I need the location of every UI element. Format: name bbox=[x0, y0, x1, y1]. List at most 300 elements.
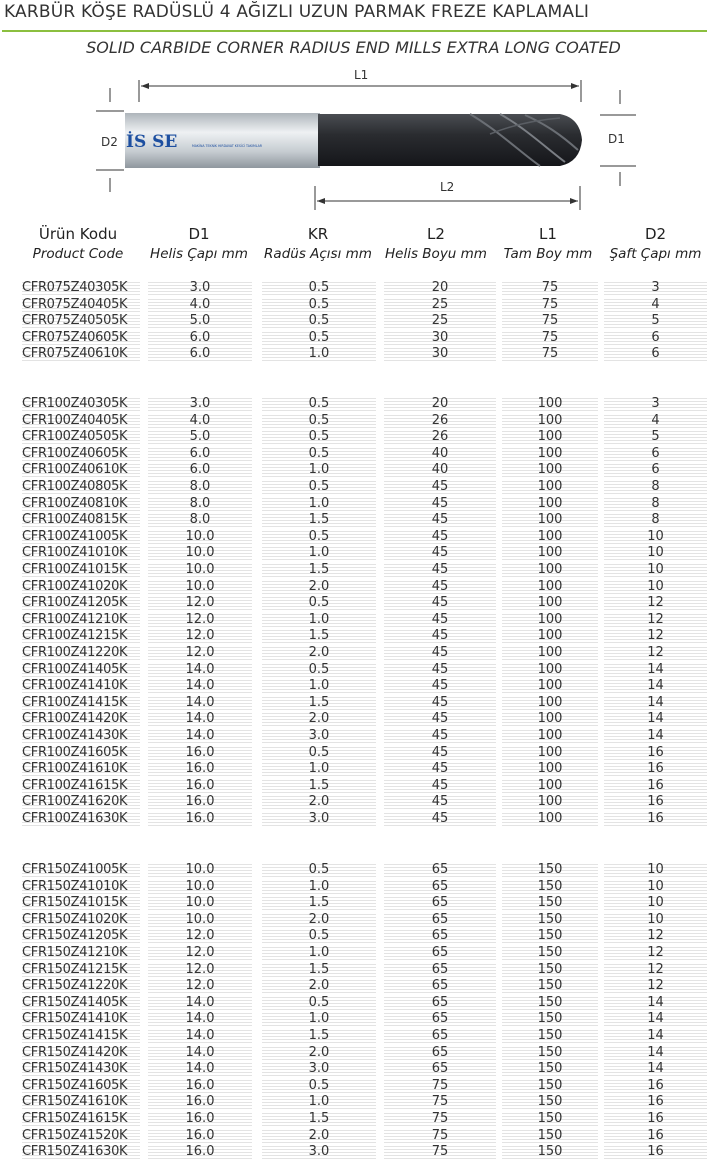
cell-kr: 2.0 bbox=[262, 711, 376, 728]
cell-kr: 1.0 bbox=[262, 879, 376, 896]
cell-l2: 65 bbox=[384, 945, 496, 962]
cell-kr: 1.5 bbox=[262, 962, 376, 979]
cell-code: CFR100Z41420K bbox=[22, 711, 140, 728]
cell-l1: 150 bbox=[502, 1094, 598, 1111]
table-row bbox=[0, 297, 707, 314]
cell-code: CFR150Z41210K bbox=[22, 945, 140, 962]
cell-code: CFR100Z41210K bbox=[22, 612, 140, 629]
cell-d2: 6 bbox=[604, 446, 707, 463]
cell-l2: 65 bbox=[384, 862, 496, 879]
cell-d2: 14 bbox=[604, 1011, 707, 1028]
cell-kr: 0.5 bbox=[262, 1078, 376, 1095]
table-row bbox=[0, 1144, 707, 1161]
table-row bbox=[0, 462, 707, 479]
cell-d1: 14.0 bbox=[148, 1045, 252, 1062]
cell-d1: 12.0 bbox=[148, 628, 252, 645]
cell-l1: 100 bbox=[502, 645, 598, 662]
cell-d2: 10 bbox=[604, 579, 707, 596]
cell-l1: 100 bbox=[502, 545, 598, 562]
cell-l1: 100 bbox=[502, 612, 598, 629]
cell-code: CFR100Z40805K bbox=[22, 479, 140, 496]
table-row bbox=[0, 695, 707, 712]
cell-l1: 100 bbox=[502, 462, 598, 479]
cell-kr: 1.5 bbox=[262, 695, 376, 712]
table-row bbox=[0, 529, 707, 546]
cell-kr: 1.5 bbox=[262, 778, 376, 795]
cell-l2: 45 bbox=[384, 479, 496, 496]
cell-d1: 5.0 bbox=[148, 313, 252, 330]
cell-l1: 100 bbox=[502, 628, 598, 645]
column-header-sublabel: Şaft Çapı mm bbox=[609, 246, 702, 262]
cell-d2: 12 bbox=[604, 628, 707, 645]
table-row bbox=[0, 879, 707, 896]
cell-code: CFR075Z40505K bbox=[22, 313, 140, 330]
cell-l1: 100 bbox=[502, 695, 598, 712]
cell-code: CFR100Z41620K bbox=[22, 794, 140, 811]
column-header-sublabel: Product Code bbox=[32, 246, 124, 262]
cell-d1: 14.0 bbox=[148, 1028, 252, 1045]
cell-d2: 10 bbox=[604, 895, 707, 912]
table-row bbox=[0, 545, 707, 562]
dimension-label-d2: D2 bbox=[101, 135, 118, 149]
cell-kr: 1.5 bbox=[262, 1028, 376, 1045]
cell-l2: 65 bbox=[384, 1045, 496, 1062]
cell-kr: 1.0 bbox=[262, 761, 376, 778]
cell-l1: 100 bbox=[502, 794, 598, 811]
cell-d1: 16.0 bbox=[148, 745, 252, 762]
cell-d1: 10.0 bbox=[148, 862, 252, 879]
table-row bbox=[0, 612, 707, 629]
cell-l2: 20 bbox=[384, 396, 496, 413]
cell-l2: 65 bbox=[384, 928, 496, 945]
cell-l1: 75 bbox=[502, 297, 598, 314]
cell-d2: 14 bbox=[604, 678, 707, 695]
cell-kr: 0.5 bbox=[262, 396, 376, 413]
cell-d2: 16 bbox=[604, 761, 707, 778]
cell-d2: 5 bbox=[604, 429, 707, 446]
table-row bbox=[0, 479, 707, 496]
cell-d1: 8.0 bbox=[148, 496, 252, 513]
table-row bbox=[0, 1061, 707, 1078]
cell-kr: 2.0 bbox=[262, 1128, 376, 1145]
cell-l2: 45 bbox=[384, 512, 496, 529]
column-header-sublabel: Radüs Açısı mm bbox=[264, 246, 372, 262]
flute-body bbox=[318, 114, 582, 166]
cell-kr: 0.5 bbox=[262, 280, 376, 297]
cell-l2: 65 bbox=[384, 978, 496, 995]
cell-l2: 45 bbox=[384, 761, 496, 778]
cell-kr: 2.0 bbox=[262, 794, 376, 811]
cell-d1: 14.0 bbox=[148, 662, 252, 679]
cell-l1: 100 bbox=[502, 479, 598, 496]
table-row bbox=[0, 628, 707, 645]
cell-l2: 65 bbox=[384, 995, 496, 1012]
cell-l1: 100 bbox=[502, 678, 598, 695]
cell-d1: 14.0 bbox=[148, 678, 252, 695]
column-header-d1 bbox=[143, 224, 255, 264]
cell-d1: 14.0 bbox=[148, 695, 252, 712]
table-row bbox=[0, 595, 707, 612]
cell-l1: 150 bbox=[502, 1061, 598, 1078]
cell-code: CFR150Z41410K bbox=[22, 1011, 140, 1028]
column-header-l2 bbox=[380, 224, 492, 264]
cell-l2: 75 bbox=[384, 1128, 496, 1145]
table-row bbox=[0, 562, 707, 579]
table-row bbox=[0, 811, 707, 828]
cell-d1: 10.0 bbox=[148, 579, 252, 596]
cell-l2: 45 bbox=[384, 529, 496, 546]
cell-l1: 150 bbox=[502, 912, 598, 929]
cell-d1: 16.0 bbox=[148, 1128, 252, 1145]
cell-d2: 14 bbox=[604, 1061, 707, 1078]
column-header-sublabel: Helis Boyu mm bbox=[385, 246, 487, 262]
cell-d2: 10 bbox=[604, 862, 707, 879]
table-row bbox=[0, 396, 707, 413]
cell-d2: 6 bbox=[604, 462, 707, 479]
cell-d2: 8 bbox=[604, 496, 707, 513]
cell-kr: 2.0 bbox=[262, 1045, 376, 1062]
cell-l1: 150 bbox=[502, 1045, 598, 1062]
cell-kr: 3.0 bbox=[262, 1144, 376, 1161]
cell-d2: 10 bbox=[604, 879, 707, 896]
cell-code: CFR100Z41205K bbox=[22, 595, 140, 612]
cell-l2: 45 bbox=[384, 695, 496, 712]
cell-code: CFR150Z41205K bbox=[22, 928, 140, 945]
cell-d1: 10.0 bbox=[148, 562, 252, 579]
cell-d2: 14 bbox=[604, 695, 707, 712]
cell-d1: 10.0 bbox=[148, 529, 252, 546]
cell-d2: 14 bbox=[604, 728, 707, 745]
cell-d2: 3 bbox=[604, 280, 707, 297]
cell-code: CFR075Z40405K bbox=[22, 297, 140, 314]
cell-l2: 40 bbox=[384, 462, 496, 479]
cell-kr: 1.0 bbox=[262, 462, 376, 479]
cell-l1: 100 bbox=[502, 595, 598, 612]
cell-l1: 150 bbox=[502, 862, 598, 879]
cell-kr: 2.0 bbox=[262, 912, 376, 929]
cell-kr: 1.0 bbox=[262, 346, 376, 363]
column-header-sublabel: Tam Boy mm bbox=[503, 246, 593, 262]
cell-d2: 14 bbox=[604, 995, 707, 1012]
cell-d2: 5 bbox=[604, 313, 707, 330]
table-row bbox=[0, 778, 707, 795]
cell-kr: 0.5 bbox=[262, 429, 376, 446]
cell-kr: 1.0 bbox=[262, 1094, 376, 1111]
cell-l2: 65 bbox=[384, 912, 496, 929]
cell-kr: 0.5 bbox=[262, 297, 376, 314]
cell-kr: 0.5 bbox=[262, 928, 376, 945]
table-row bbox=[0, 794, 707, 811]
table-row bbox=[0, 962, 707, 979]
table-row bbox=[0, 761, 707, 778]
cell-l1: 150 bbox=[502, 895, 598, 912]
cell-l2: 45 bbox=[384, 579, 496, 596]
cell-d1: 6.0 bbox=[148, 462, 252, 479]
cell-kr: 1.0 bbox=[262, 545, 376, 562]
cell-l1: 150 bbox=[502, 978, 598, 995]
cell-d2: 8 bbox=[604, 479, 707, 496]
cell-d1: 6.0 bbox=[148, 446, 252, 463]
cell-kr: 2.0 bbox=[262, 645, 376, 662]
cell-l1: 75 bbox=[502, 346, 598, 363]
cell-kr: 1.5 bbox=[262, 562, 376, 579]
table-row bbox=[0, 662, 707, 679]
cell-d2: 6 bbox=[604, 346, 707, 363]
cell-code: CFR150Z41405K bbox=[22, 995, 140, 1012]
cell-kr: 0.5 bbox=[262, 862, 376, 879]
title-underline bbox=[2, 30, 707, 32]
cell-kr: 0.5 bbox=[262, 330, 376, 347]
cell-code: CFR100Z41605K bbox=[22, 745, 140, 762]
cell-l1: 100 bbox=[502, 745, 598, 762]
cell-l2: 65 bbox=[384, 879, 496, 896]
cell-l1: 150 bbox=[502, 1028, 598, 1045]
cell-d1: 5.0 bbox=[148, 429, 252, 446]
cell-l2: 30 bbox=[384, 330, 496, 347]
cell-d2: 16 bbox=[604, 1078, 707, 1095]
cell-code: CFR100Z40505K bbox=[22, 429, 140, 446]
cell-l1: 150 bbox=[502, 1011, 598, 1028]
cell-l2: 45 bbox=[384, 745, 496, 762]
cell-code: CFR100Z40305K bbox=[22, 396, 140, 413]
cell-l2: 45 bbox=[384, 545, 496, 562]
column-header-label: Ürün Kodu bbox=[38, 225, 118, 243]
cell-l1: 150 bbox=[502, 962, 598, 979]
cell-l2: 45 bbox=[384, 728, 496, 745]
table-row bbox=[0, 429, 707, 446]
cell-code: CFR100Z41430K bbox=[22, 728, 140, 745]
title-english: SOLID CARBIDE CORNER RADIUS END MILLS EXTRA LONG COATED bbox=[86, 38, 621, 57]
column-header-label: KR bbox=[307, 225, 329, 243]
cell-l2: 45 bbox=[384, 711, 496, 728]
table-row bbox=[0, 446, 707, 463]
cell-code: CFR100Z41220K bbox=[22, 645, 140, 662]
cell-l2: 45 bbox=[384, 662, 496, 679]
cell-l1: 100 bbox=[502, 728, 598, 745]
end-mill-diagram bbox=[0, 62, 707, 222]
cell-d2: 16 bbox=[604, 1094, 707, 1111]
cell-code: CFR100Z41010K bbox=[22, 545, 140, 562]
cell-code: CFR100Z41005K bbox=[22, 529, 140, 546]
cell-l2: 45 bbox=[384, 612, 496, 629]
cell-d2: 16 bbox=[604, 1144, 707, 1161]
cell-l1: 100 bbox=[502, 396, 598, 413]
cell-code: CFR100Z41630K bbox=[22, 811, 140, 828]
cell-l2: 65 bbox=[384, 962, 496, 979]
cell-l1: 150 bbox=[502, 1078, 598, 1095]
cell-code: CFR100Z40810K bbox=[22, 496, 140, 513]
cell-kr: 1.5 bbox=[262, 512, 376, 529]
cell-code: CFR100Z41215K bbox=[22, 628, 140, 645]
cell-d2: 16 bbox=[604, 1128, 707, 1145]
table-row bbox=[0, 1128, 707, 1145]
cell-l1: 150 bbox=[502, 879, 598, 896]
cell-d2: 10 bbox=[604, 545, 707, 562]
cell-d2: 10 bbox=[604, 529, 707, 546]
cell-l1: 100 bbox=[502, 496, 598, 513]
cell-kr: 3.0 bbox=[262, 811, 376, 828]
cell-l2: 65 bbox=[384, 1061, 496, 1078]
cell-d2: 6 bbox=[604, 330, 707, 347]
cell-code: CFR150Z41420K bbox=[22, 1045, 140, 1062]
cell-code: CFR150Z41010K bbox=[22, 879, 140, 896]
cell-code: CFR150Z41015K bbox=[22, 895, 140, 912]
cell-d1: 12.0 bbox=[148, 612, 252, 629]
cell-d2: 12 bbox=[604, 978, 707, 995]
cell-d1: 10.0 bbox=[148, 545, 252, 562]
cell-d1: 4.0 bbox=[148, 413, 252, 430]
cell-code: CFR150Z41605K bbox=[22, 1078, 140, 1095]
cell-l2: 45 bbox=[384, 678, 496, 695]
cell-code: CFR100Z40815K bbox=[22, 512, 140, 529]
cell-l1: 150 bbox=[502, 1128, 598, 1145]
cell-d1: 16.0 bbox=[148, 1094, 252, 1111]
cell-d1: 16.0 bbox=[148, 778, 252, 795]
cell-d1: 16.0 bbox=[148, 1144, 252, 1161]
cell-code: CFR100Z41015K bbox=[22, 562, 140, 579]
cell-code: CFR075Z40610K bbox=[22, 346, 140, 363]
cell-kr: 1.5 bbox=[262, 628, 376, 645]
cell-kr: 1.5 bbox=[262, 895, 376, 912]
cell-d2: 14 bbox=[604, 711, 707, 728]
table-row bbox=[0, 728, 707, 745]
cell-kr: 0.5 bbox=[262, 995, 376, 1012]
column-header-code bbox=[18, 224, 138, 264]
cell-l2: 20 bbox=[384, 280, 496, 297]
column-header-label: D2 bbox=[644, 225, 667, 243]
cell-l1: 100 bbox=[502, 512, 598, 529]
cell-l2: 45 bbox=[384, 496, 496, 513]
cell-d2: 16 bbox=[604, 778, 707, 795]
cell-l2: 65 bbox=[384, 895, 496, 912]
table-row bbox=[0, 711, 707, 728]
cell-kr: 3.0 bbox=[262, 1061, 376, 1078]
cell-kr: 0.5 bbox=[262, 745, 376, 762]
cell-l1: 100 bbox=[502, 413, 598, 430]
cell-d1: 16.0 bbox=[148, 811, 252, 828]
cell-kr: 0.5 bbox=[262, 662, 376, 679]
cell-l2: 45 bbox=[384, 628, 496, 645]
cell-d2: 14 bbox=[604, 1028, 707, 1045]
cell-l1: 100 bbox=[502, 562, 598, 579]
cell-code: CFR100Z41410K bbox=[22, 678, 140, 695]
cell-code: CFR100Z41415K bbox=[22, 695, 140, 712]
cell-d1: 12.0 bbox=[148, 945, 252, 962]
column-header-label: L1 bbox=[539, 225, 557, 243]
cell-d1: 8.0 bbox=[148, 479, 252, 496]
table-row bbox=[0, 1045, 707, 1062]
cell-d1: 3.0 bbox=[148, 396, 252, 413]
cell-d2: 14 bbox=[604, 662, 707, 679]
column-header-label: L2 bbox=[427, 225, 445, 243]
cell-kr: 0.5 bbox=[262, 479, 376, 496]
cell-d1: 6.0 bbox=[148, 346, 252, 363]
cell-d1: 10.0 bbox=[148, 912, 252, 929]
cell-code: CFR075Z40305K bbox=[22, 280, 140, 297]
cell-d1: 14.0 bbox=[148, 1011, 252, 1028]
cell-d2: 16 bbox=[604, 794, 707, 811]
cell-l2: 40 bbox=[384, 446, 496, 463]
table-row bbox=[0, 280, 707, 297]
table-row bbox=[0, 645, 707, 662]
cell-d1: 4.0 bbox=[148, 297, 252, 314]
cell-l1: 100 bbox=[502, 662, 598, 679]
cell-l2: 65 bbox=[384, 1011, 496, 1028]
logo-subtext: MAKİNA TEKNİK HIRDAVAT KESİCİ TAKIMLAR bbox=[192, 144, 262, 148]
cell-l2: 25 bbox=[384, 313, 496, 330]
dimension-label-l2: L2 bbox=[440, 180, 455, 194]
cell-d2: 12 bbox=[604, 645, 707, 662]
cell-l1: 150 bbox=[502, 928, 598, 945]
cell-d1: 16.0 bbox=[148, 794, 252, 811]
cell-l2: 75 bbox=[384, 1144, 496, 1161]
cell-l2: 45 bbox=[384, 811, 496, 828]
cell-d1: 14.0 bbox=[148, 728, 252, 745]
cell-d2: 12 bbox=[604, 962, 707, 979]
cell-code: CFR100Z40405K bbox=[22, 413, 140, 430]
cell-kr: 0.5 bbox=[262, 529, 376, 546]
cell-d1: 12.0 bbox=[148, 978, 252, 995]
cell-l1: 75 bbox=[502, 330, 598, 347]
cell-l2: 25 bbox=[384, 297, 496, 314]
cell-d2: 12 bbox=[604, 595, 707, 612]
cell-code: CFR150Z41005K bbox=[22, 862, 140, 879]
cell-d2: 4 bbox=[604, 297, 707, 314]
cell-l2: 26 bbox=[384, 413, 496, 430]
cell-d2: 4 bbox=[604, 413, 707, 430]
table-row bbox=[0, 579, 707, 596]
cell-l2: 45 bbox=[384, 778, 496, 795]
cell-d1: 16.0 bbox=[148, 1111, 252, 1128]
cell-l2: 30 bbox=[384, 346, 496, 363]
cell-l2: 26 bbox=[384, 429, 496, 446]
cell-kr: 3.0 bbox=[262, 728, 376, 745]
cell-d2: 12 bbox=[604, 928, 707, 945]
dimension-label-d1: D1 bbox=[608, 132, 625, 146]
table-row bbox=[0, 1094, 707, 1111]
cell-code: CFR150Z41415K bbox=[22, 1028, 140, 1045]
cell-d1: 12.0 bbox=[148, 645, 252, 662]
table-row bbox=[0, 745, 707, 762]
cell-l1: 150 bbox=[502, 995, 598, 1012]
table-row bbox=[0, 928, 707, 945]
cell-code: CFR075Z40605K bbox=[22, 330, 140, 347]
cell-code: CFR100Z41020K bbox=[22, 579, 140, 596]
cell-kr: 1.0 bbox=[262, 1011, 376, 1028]
cell-code: CFR100Z41610K bbox=[22, 761, 140, 778]
cell-l2: 75 bbox=[384, 1094, 496, 1111]
cell-kr: 0.5 bbox=[262, 595, 376, 612]
cell-l1: 150 bbox=[502, 1111, 598, 1128]
table-row bbox=[0, 678, 707, 695]
table-row bbox=[0, 1028, 707, 1045]
column-header-sublabel: Helis Çapı mm bbox=[150, 246, 248, 262]
cell-code: CFR100Z40610K bbox=[22, 462, 140, 479]
table-row bbox=[0, 512, 707, 529]
table-row bbox=[0, 413, 707, 430]
table-row bbox=[0, 1111, 707, 1128]
cell-code: CFR150Z41630K bbox=[22, 1144, 140, 1161]
cell-d1: 12.0 bbox=[148, 962, 252, 979]
cell-l2: 45 bbox=[384, 794, 496, 811]
table-row bbox=[0, 995, 707, 1012]
table-row bbox=[0, 1078, 707, 1095]
cell-d1: 6.0 bbox=[148, 330, 252, 347]
cell-l1: 100 bbox=[502, 429, 598, 446]
cell-d1: 16.0 bbox=[148, 1078, 252, 1095]
cell-d1: 12.0 bbox=[148, 595, 252, 612]
cell-code: CFR150Z41430K bbox=[22, 1061, 140, 1078]
